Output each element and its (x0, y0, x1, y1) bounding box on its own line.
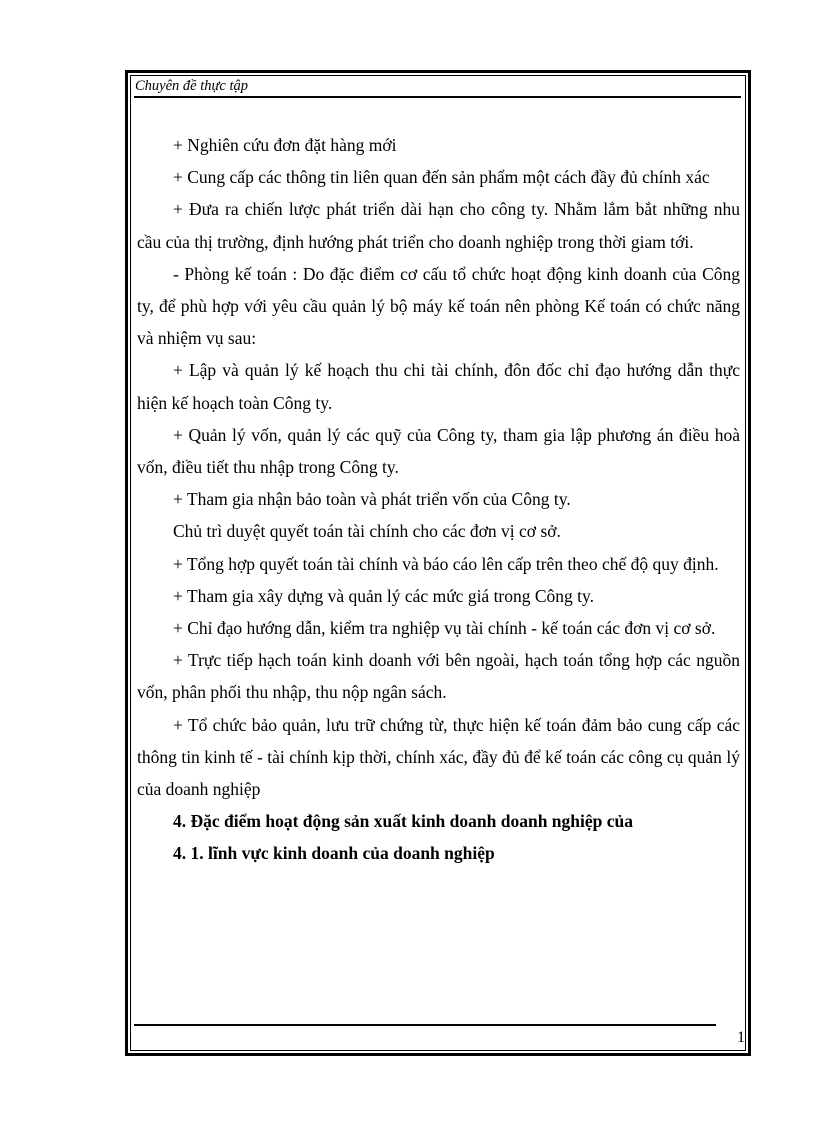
header-title: Chuyên đề thực tập (135, 78, 249, 94)
footer-rule (134, 1024, 716, 1026)
paragraph: + Quản lý vốn, quản lý các quỹ của Công ty, tham gia lập phương án điều hoà vốn, điều tiết thu nhập trong Công ty. (137, 424, 740, 478)
header-rule (134, 96, 741, 98)
document-body (137, 129, 740, 870)
paragraph: + Tổ chức bảo quản, lưu trữ chứng từ, thực hiện kế toán đảm bảo cung cấp các thông tin kinh tế - tài chính kịp thời, chính xác, đầy đủ để kế toán các công cụ quản lý của doanh nghiệp (137, 714, 740, 800)
paragraph: + Lập và quản lý kế hoạch thu chi tài chính, đôn đốc chỉ đạo hướng dẫn thực hiện kế hoạch toàn Công ty. (137, 360, 740, 413)
paragraph: + Chỉ đạo hướng dẫn, kiểm tra nghiệp vụ tài chính - kế toán các đơn vị cơ sở. (173, 618, 716, 639)
paragraph: + Nghiên cứu đơn đặt hàng mới (173, 135, 397, 155)
section-heading: 4. Đặc điểm hoạt động sản xuất kinh doanh doanh nghiệp của (173, 811, 634, 832)
paragraph: Chủ trì duyệt quyết toán tài chính cho các đơn vị cơ sở. (173, 521, 561, 542)
paragraph: + Trực tiếp hạch toán kinh doanh với bên ngoài, hạch toán tổng hợp các nguồn vốn, phân phối thu nhập, thu nộp ngân sách. (137, 650, 740, 703)
paragraph: + Tham gia xây dựng và quản lý các mức giá trong Công ty. (173, 585, 595, 606)
section-heading: 4. 1. lĩnh vực kinh doanh của doanh nghiệp (173, 843, 495, 864)
paragraph: + Cung cấp các thông tin liên quan đến sản phẩm một cách đầy đủ chính xác (173, 167, 710, 188)
paragraph: + Tổng hợp quyết toán tài chính và báo cáo lên cấp trên theo chế độ quy định. (173, 553, 719, 574)
page-number: 1 (737, 1029, 745, 1046)
paragraph: - Phòng kế toán : Do đặc điểm cơ cấu tổ chức hoạt động kinh doanh của Công ty, để phù hợp với yêu cầu quản lý bộ máy kế toán nên phòng Kế toán có chức năng và nhiệm vụ sau: (137, 263, 740, 349)
paragraph: + Đưa ra chiến lược phát triển dài hạn cho công ty. Nhằm lắm bắt những nhu cầu của thị trường, định hướng phát triển cho doanh nghiệp trong thời giam tới. (137, 199, 740, 252)
paragraph: + Tham gia nhận bảo toàn và phát triển vốn của Công ty. (173, 489, 571, 510)
